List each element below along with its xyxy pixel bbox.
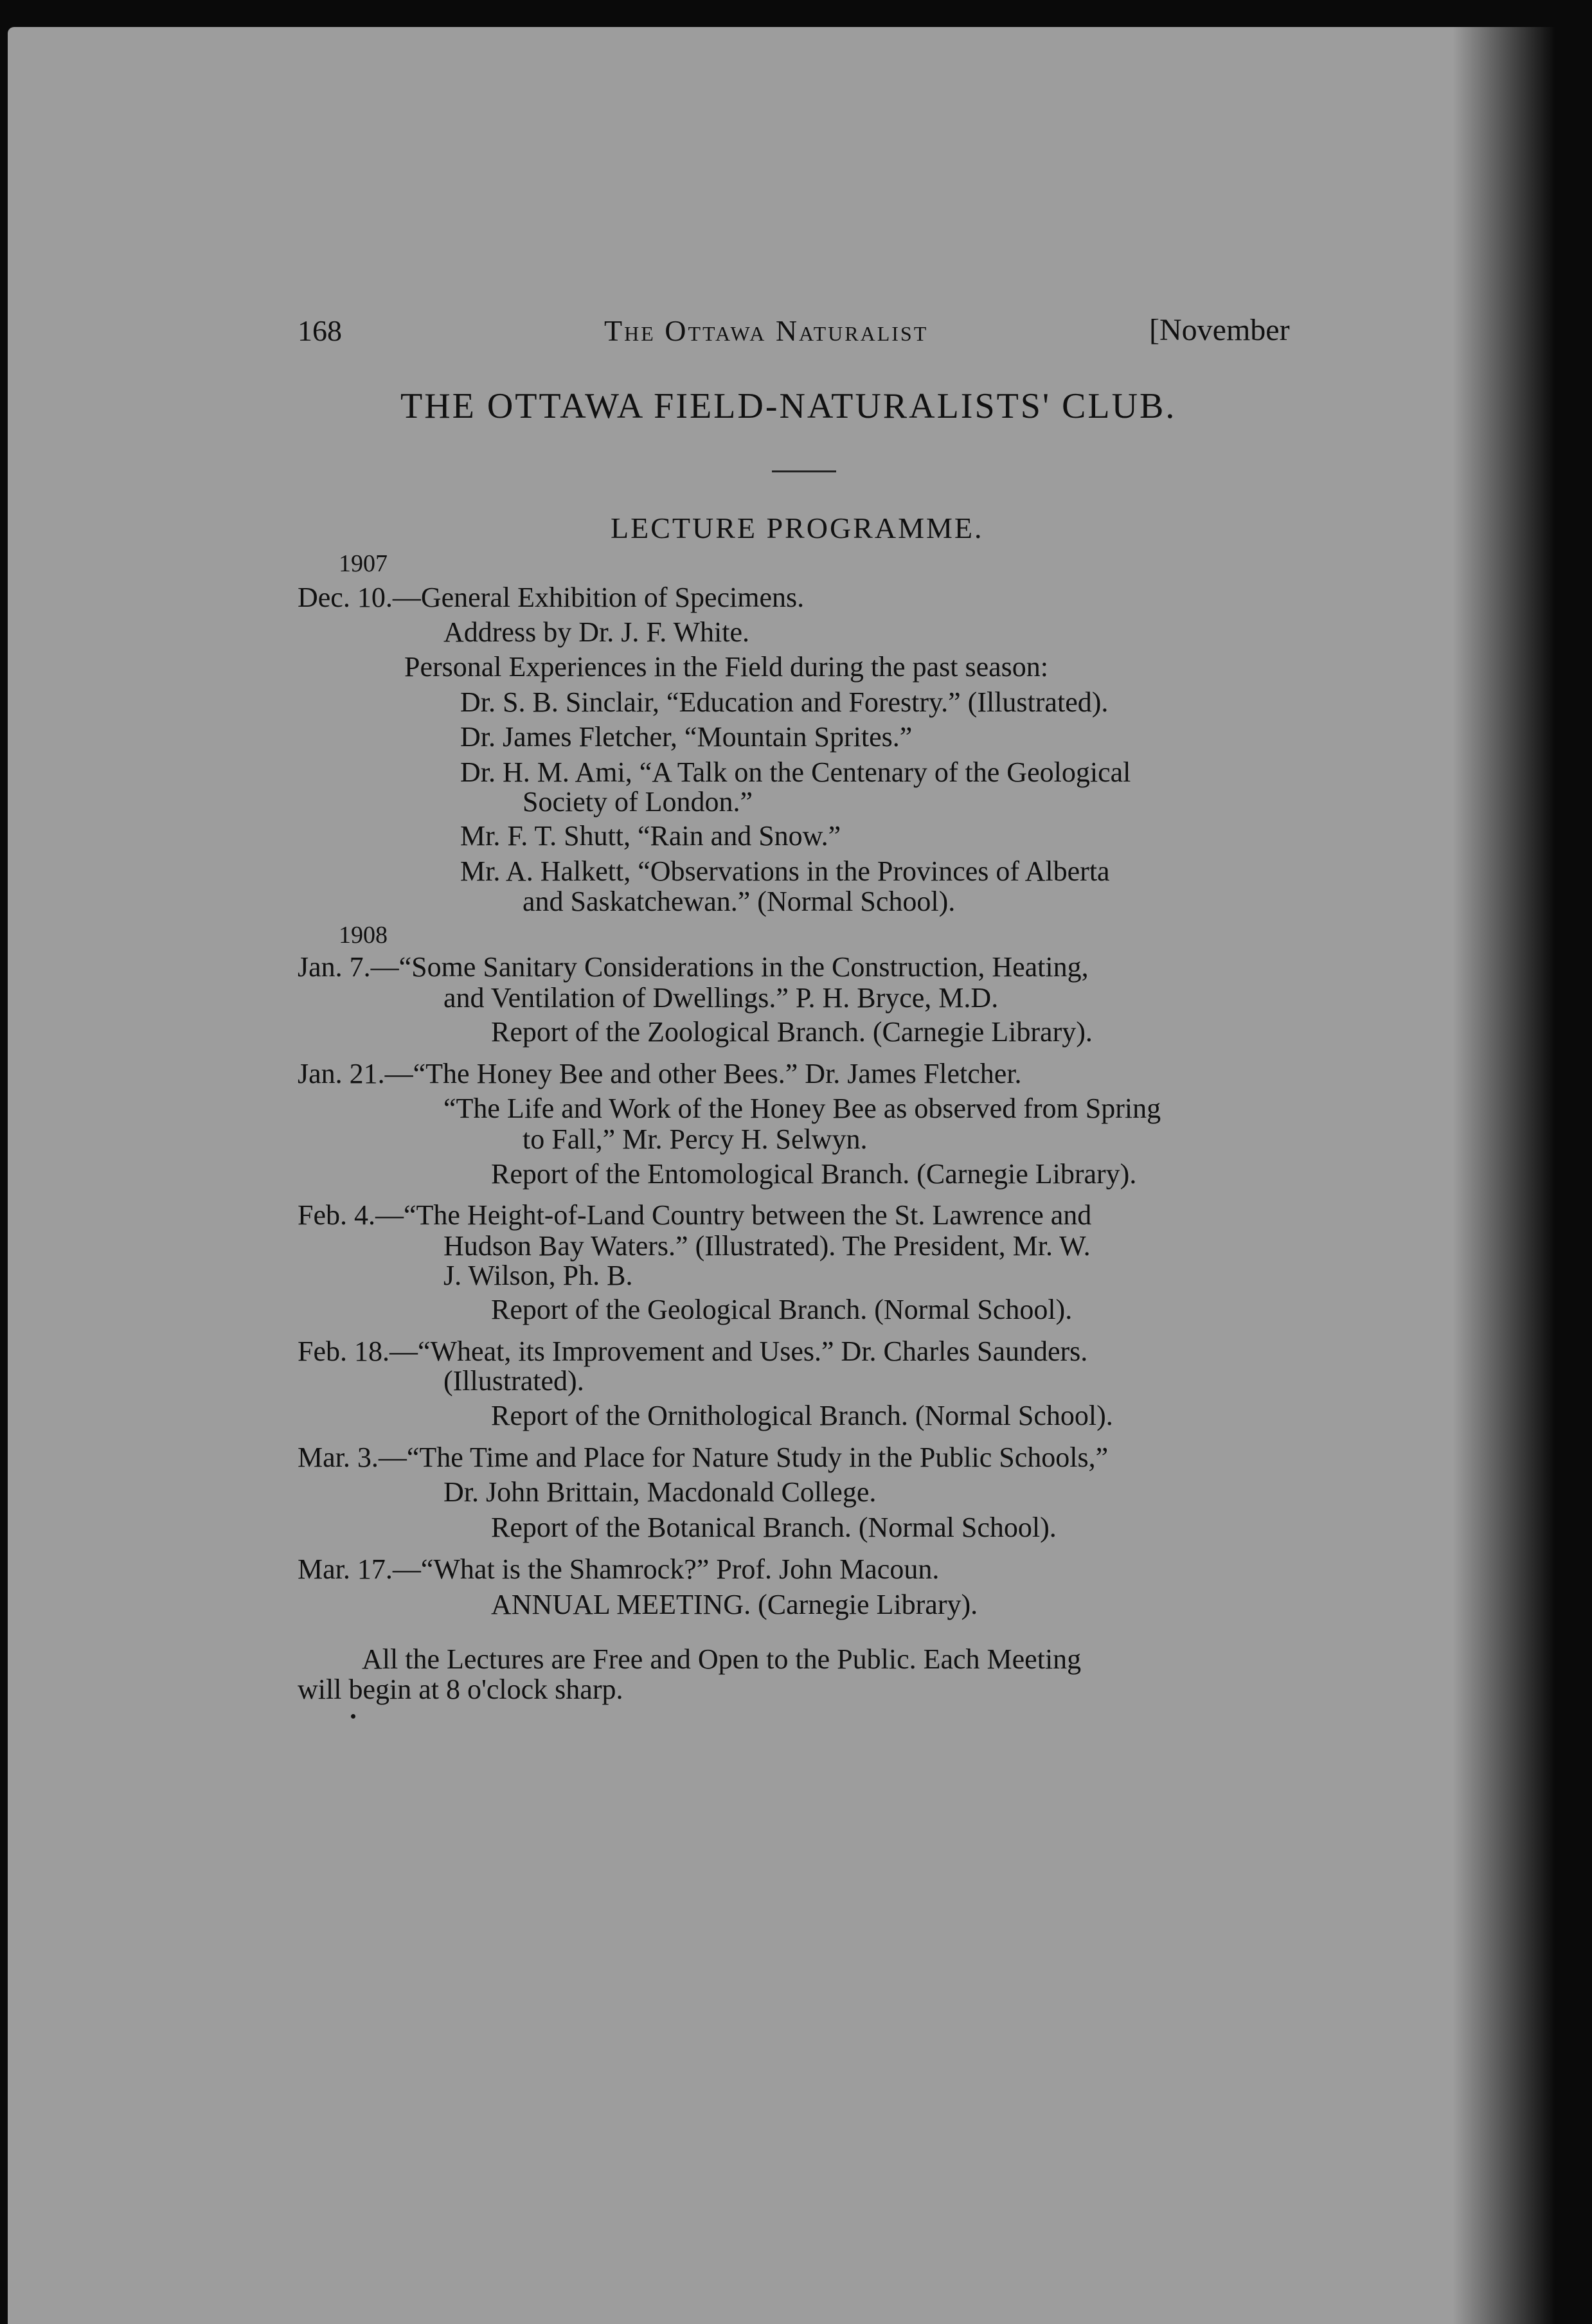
programme-line: Dr. John Brittain, Macdonald College. xyxy=(443,1476,877,1508)
programme-line: Personal Experiences in the Field during the past season: xyxy=(404,651,1048,683)
programme-line: Feb. 18.—“Wheat, its Improvement and Uses.” Dr. Charles Saunders. xyxy=(298,1336,1088,1367)
programme-line: J. Wilson, Ph. B. xyxy=(443,1260,633,1291)
running-month: [November xyxy=(1149,313,1290,347)
closing-note: will begin at 8 o'clock sharp. xyxy=(298,1674,623,1705)
programme-line: Report of the Ornithological Branch. (Normal School). xyxy=(491,1400,1113,1431)
programme-line: Report of the Entomological Branch. (Carnegie Library). xyxy=(491,1158,1137,1190)
programme-line: Dec. 10.—General Exhibition of Specimens. xyxy=(298,582,805,613)
programme-line: Dr. S. B. Sinclair, “Education and Forestry.” (Illustrated). xyxy=(460,686,1109,718)
year-1908: 1908 xyxy=(339,922,388,949)
programme-line: Report of the Zoological Branch. (Carnegie Library). xyxy=(491,1016,1093,1048)
programme-line: Society of London.” xyxy=(523,786,753,818)
programme-line: ANNUAL MEETING. (Carnegie Library). xyxy=(491,1589,978,1620)
stray-dot xyxy=(351,1714,355,1719)
programme-line: Report of the Geological Branch. (Normal School). xyxy=(491,1294,1073,1325)
running-title: The Ottawa Naturalist xyxy=(604,314,929,347)
closing-note: All the Lectures are Free and Open to the Public. Each Meeting xyxy=(362,1643,1082,1675)
binding-shadow xyxy=(1453,27,1555,2324)
programme-line: to Fall,” Mr. Percy H. Selwyn. xyxy=(523,1123,868,1155)
programme-line: Mr. F. T. Shutt, “Rain and Snow.” xyxy=(460,820,841,852)
title-divider xyxy=(772,470,836,472)
page-title: THE OTTAWA FIELD-NATURALISTS' CLUB. xyxy=(400,386,1177,426)
programme-line: Report of the Botanical Branch. (Normal School). xyxy=(491,1512,1057,1543)
programme-line: Dr. H. M. Ami, “A Talk on the Centenary of the Geological xyxy=(460,756,1131,788)
programme-line: Address by Dr. J. F. White. xyxy=(443,616,749,648)
page-number: 168 xyxy=(298,314,342,347)
programme-line: Hudson Bay Waters.” (Illustrated). The President, Mr. W. xyxy=(443,1230,1091,1262)
section-heading: LECTURE PROGRAMME. xyxy=(611,512,984,544)
programme-line: Mar. 17.—“What is the Shamrock?” Prof. John Macoun. xyxy=(298,1553,940,1585)
programme-line: Feb. 4.—“The Height-of-Land Country between the St. Lawrence and xyxy=(298,1199,1092,1231)
programme-line: Jan. 21.—“The Honey Bee and other Bees.” Dr. James Fletcher. xyxy=(298,1058,1022,1089)
programme-line: “The Life and Work of the Honey Bee as observed from Spring xyxy=(443,1093,1161,1124)
programme-line: and Saskatchewan.” (Normal School). xyxy=(523,886,956,917)
programme-line: (Illustrated). xyxy=(443,1365,584,1397)
year-1907: 1907 xyxy=(339,550,388,577)
programme-line: Jan. 7.—“Some Sanitary Considerations in the Construction, Heating, xyxy=(298,951,1089,983)
programme-line: Mr. A. Halkett, “Observations in the Provinces of Alberta xyxy=(460,855,1110,887)
programme-line: Dr. James Fletcher, “Mountain Sprites.” xyxy=(460,721,913,753)
programme-line: Mar. 3.—“The Time and Place for Nature Study in the Public Schools,” xyxy=(298,1442,1109,1473)
programme-line: and Ventilation of Dwellings.” P. H. Bryce, M.D. xyxy=(443,982,999,1014)
